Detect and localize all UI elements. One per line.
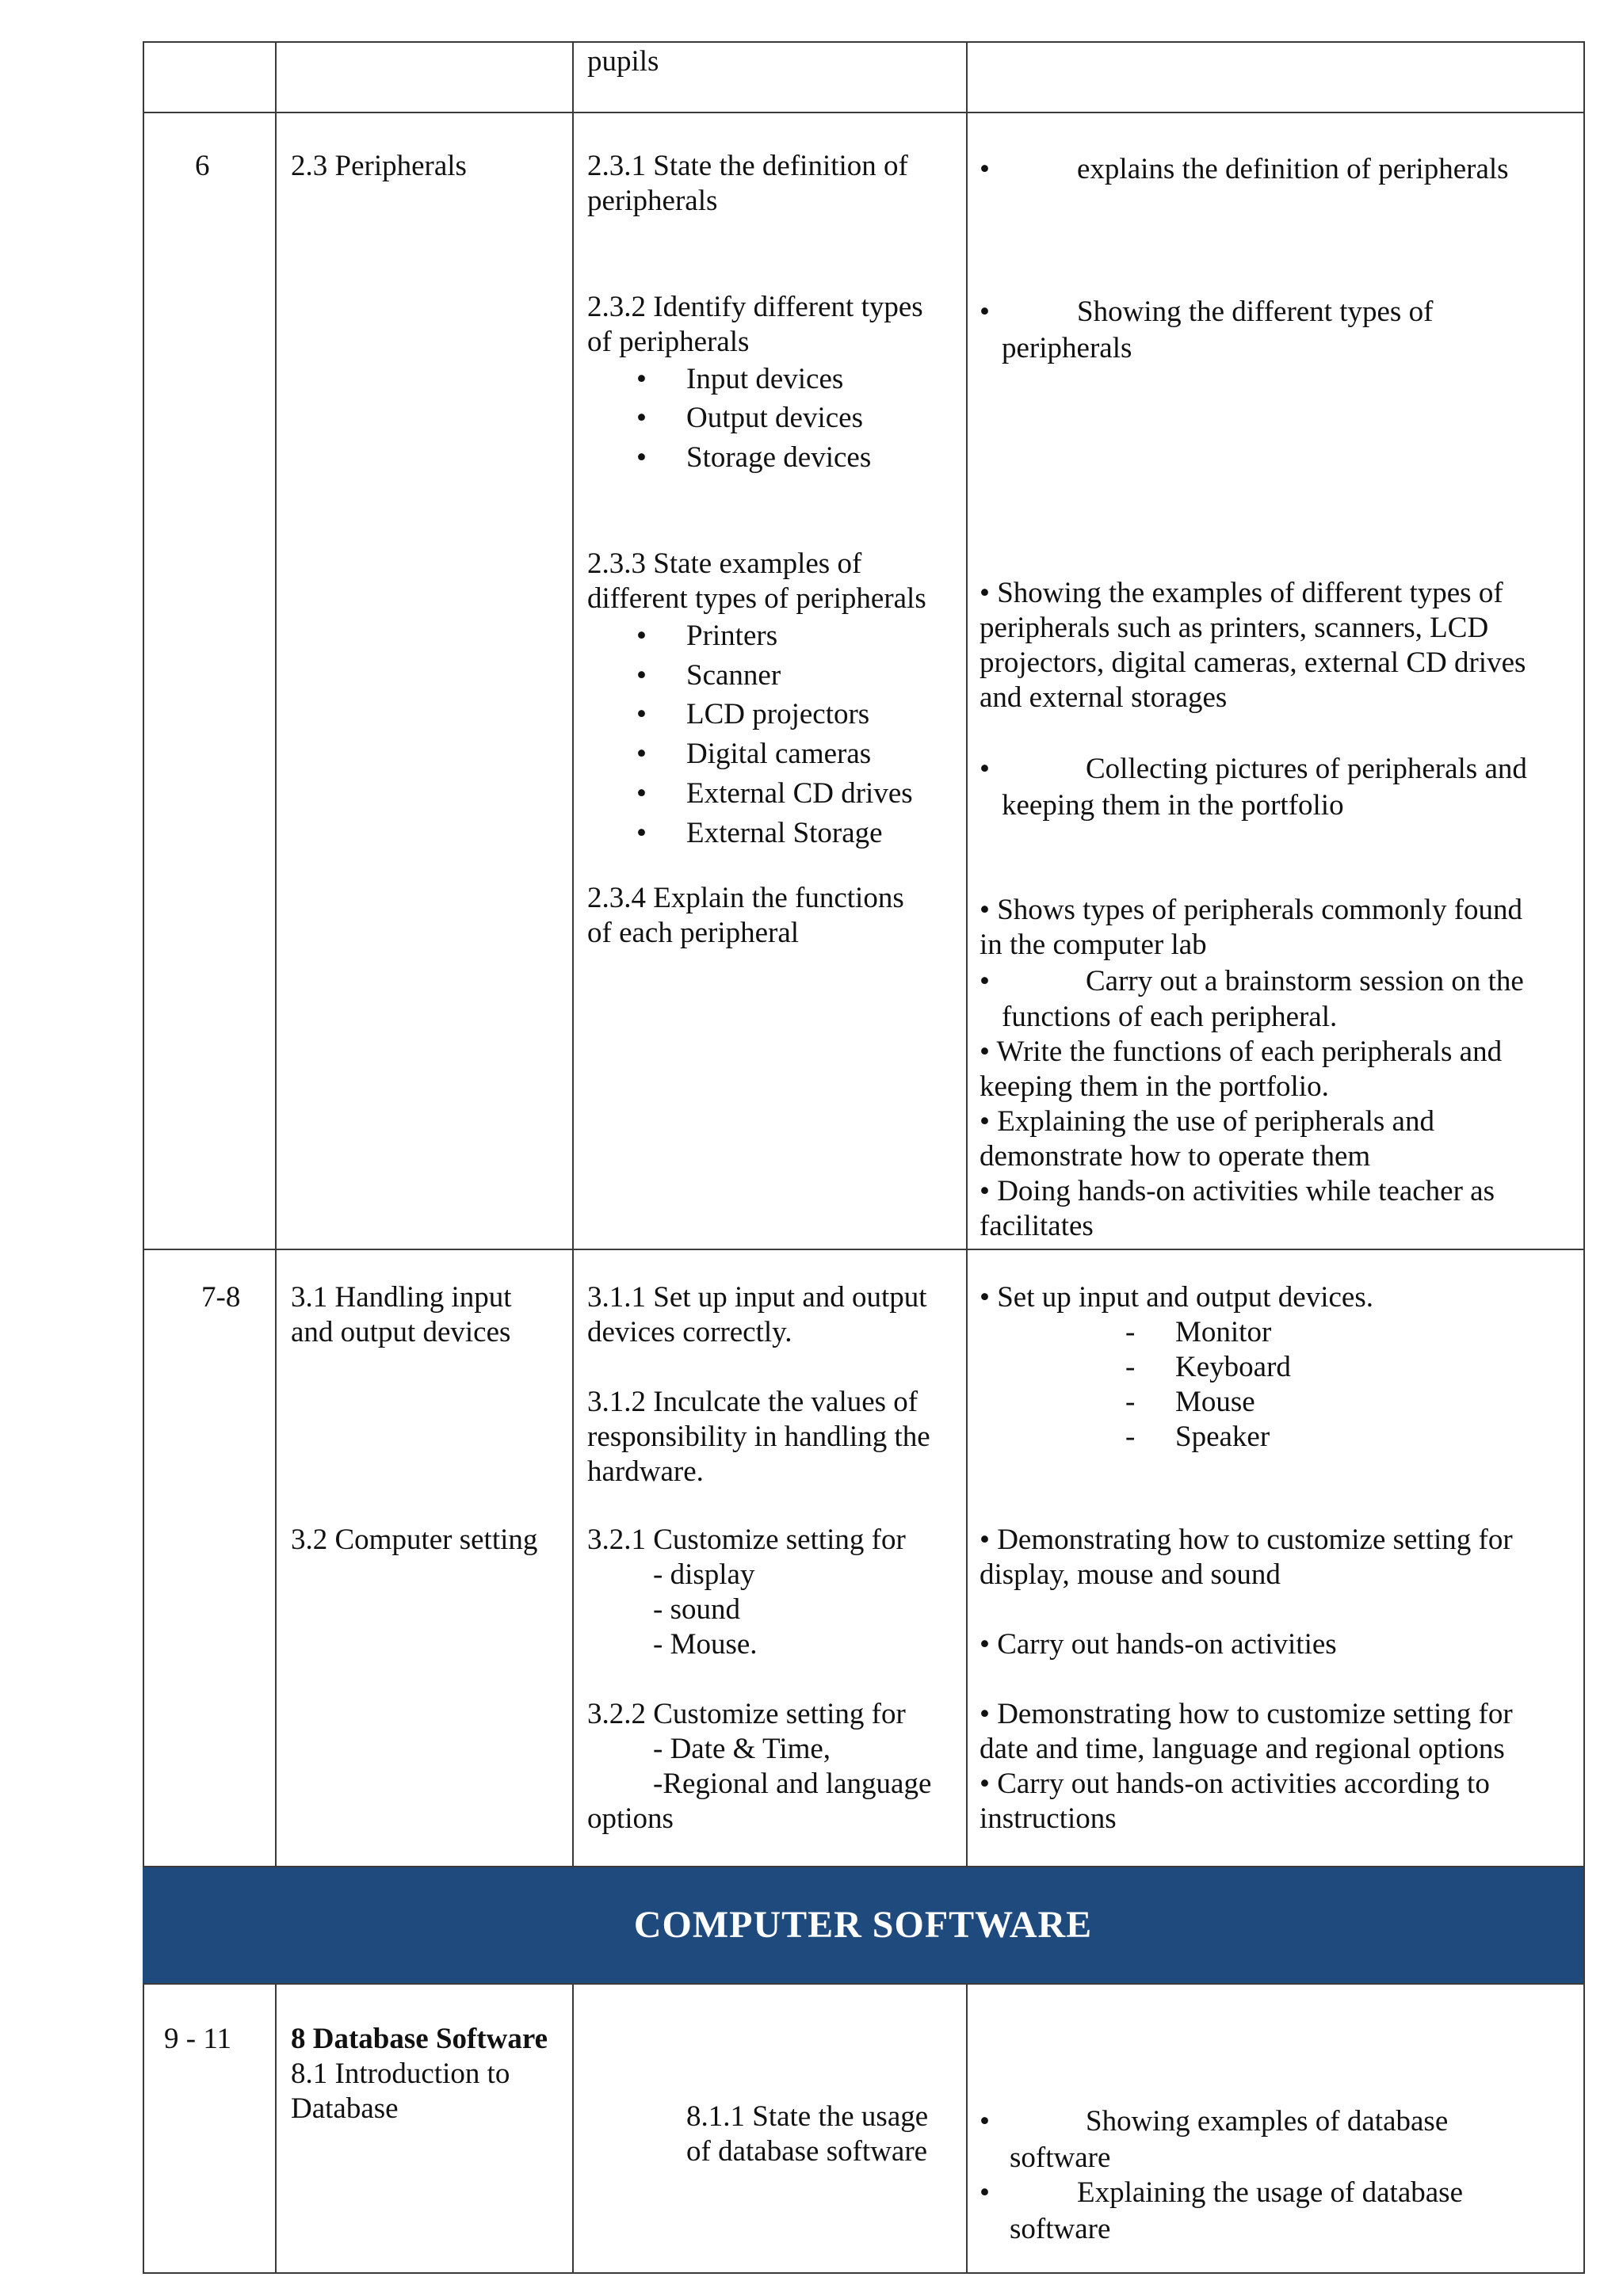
bullet-icon: • <box>980 2176 990 2209</box>
activity-text: demonstrate how to operate them <box>980 1140 1371 1173</box>
learning-outcome-line: hardware. <box>587 1455 704 1488</box>
list-item: Output devices <box>686 402 863 434</box>
learning-outcome-line: 3.2.2 Customize setting for <box>587 1698 906 1730</box>
activity-text: • Explaining the use of peripherals and <box>980 1105 1434 1138</box>
list-item: Input devices <box>686 363 844 395</box>
activity-text: software <box>1010 2142 1111 2174</box>
bullet-icon: • <box>980 153 990 185</box>
learning-outcome-line: devices correctly. <box>587 1316 792 1348</box>
list-item: Monitor <box>1175 1316 1272 1348</box>
dash-marker: - <box>1125 1351 1136 1383</box>
activity-text: keeping them in the portfolio <box>1002 789 1344 822</box>
dash-marker: - <box>1125 1316 1136 1348</box>
bullet-icon: • <box>636 659 647 692</box>
learning-outcome-line: 2.3.4 Explain the functions <box>587 882 904 914</box>
topic-title: 2.3 Peripherals <box>291 150 467 182</box>
column-divider-1 <box>275 41 277 1867</box>
activity-text: functions of each peripheral. <box>1002 1001 1338 1033</box>
topic-title: 3.1 Handling input <box>291 1281 512 1314</box>
learning-outcome-line: 3.1.1 Set up input and output <box>587 1281 927 1314</box>
bullet-icon: • <box>980 296 990 328</box>
learning-outcome-line: 8.1.1 State the usage <box>686 2100 929 2133</box>
list-item: -Regional and language <box>653 1768 932 1800</box>
section-banner <box>143 1867 1583 1983</box>
learning-outcome-line: responsibility in handling the <box>587 1421 930 1453</box>
row-divider-1 <box>143 112 1585 113</box>
list-item: - Mouse. <box>653 1628 758 1661</box>
row-divider-2 <box>143 1249 1585 1250</box>
bullet-icon: • <box>636 777 647 810</box>
bullet-icon: • <box>636 363 647 395</box>
topic-title: 8.1 Introduction to <box>291 2058 510 2090</box>
learning-outcome-line: different types of peripherals <box>587 582 926 615</box>
activity-text: Carry out a brainstorm session on the <box>1086 965 1524 997</box>
activity-text: date and time, language and regional options <box>980 1733 1505 1765</box>
topic-title: 3.2 Computer setting <box>291 1524 538 1556</box>
column-divider-2-lower <box>572 1983 574 2274</box>
learning-outcome-line: 2.3.2 Identify different types <box>587 291 923 323</box>
list-item: Digital cameras <box>686 738 872 770</box>
activity-text: display, mouse and sound <box>980 1558 1281 1591</box>
column-divider-1-lower <box>275 1983 277 2274</box>
bullet-icon: • <box>980 753 990 785</box>
activity-text: facilitates <box>980 1210 1094 1242</box>
table-border-right <box>1583 41 1585 2274</box>
activity-text: software <box>1010 2213 1111 2245</box>
learning-outcome-line: of each peripheral <box>587 917 800 949</box>
learning-outcome-line: options <box>587 1802 674 1835</box>
bullet-icon: • <box>636 738 647 770</box>
activity-text: peripherals <box>1002 332 1132 364</box>
learning-outcome-line: peripherals <box>587 185 718 217</box>
learning-outcome-line: of peripherals <box>587 326 750 358</box>
column-divider-3-lower <box>966 1983 968 2274</box>
learning-outcome-line: 3.2.1 Customize setting for <box>587 1524 906 1556</box>
week-number: 7-8 <box>201 1281 241 1314</box>
list-item: - display <box>653 1558 755 1591</box>
bullet-icon: • <box>636 817 647 849</box>
bullet-icon: • <box>636 698 647 730</box>
list-item: External CD drives <box>686 777 913 810</box>
list-item: Speaker <box>1175 1421 1270 1453</box>
list-item: Scanner <box>686 659 781 692</box>
list-item: Mouse <box>1175 1386 1255 1418</box>
list-item: Keyboard <box>1175 1351 1291 1383</box>
bullet-icon: • <box>636 441 647 474</box>
list-item: - sound <box>653 1593 740 1626</box>
week-number: 9 - 11 <box>164 2023 231 2055</box>
activity-text: • Carry out hands-on activities <box>980 1628 1337 1661</box>
topic-title: Database <box>291 2092 399 2125</box>
bullet-icon: • <box>636 402 647 434</box>
list-item: LCD projectors <box>686 698 870 730</box>
activity-text: • Demonstrating how to customize setting for <box>980 1698 1513 1730</box>
bullet-icon: • <box>980 2105 990 2138</box>
activity-text: • Demonstrating how to customize setting for <box>980 1524 1513 1556</box>
list-item: - Date & Time, <box>653 1733 831 1765</box>
dash-marker: - <box>1125 1386 1136 1418</box>
week-number: 6 <box>195 150 210 182</box>
activity-text: • Showing the examples of different types of <box>980 577 1503 609</box>
activity-text: and external storages <box>980 681 1228 714</box>
activity-text: Collecting pictures of peripherals and <box>1086 753 1527 785</box>
column-divider-2 <box>572 41 574 1867</box>
activity-text: peripherals such as printers, scanners, LCD <box>980 612 1489 644</box>
table-border-top <box>143 41 1585 43</box>
activity-text: • Shows types of peripherals commonly found <box>980 894 1523 926</box>
row-divider-4 <box>143 1983 1585 1985</box>
activity-text: Explaining the usage of database <box>1077 2176 1463 2209</box>
bullet-icon: • <box>636 620 647 652</box>
learning-outcome-line: of database software <box>686 2135 928 2168</box>
topic-title: and output devices <box>291 1316 511 1348</box>
activity-text: explains the definition of peripherals <box>1077 153 1509 185</box>
column-divider-3 <box>966 41 968 1867</box>
unit-title: 8 Database Software <box>291 2023 548 2055</box>
activity-text: • Write the functions of each peripherals and <box>980 1035 1503 1068</box>
activity-text: Showing the different types of <box>1077 296 1434 328</box>
learning-outcome-line: 2.3.3 State examples of <box>587 547 862 580</box>
activity-text: Showing examples of database <box>1086 2105 1449 2138</box>
activity-text: in the computer lab <box>980 929 1207 961</box>
bullet-icon: • <box>980 965 990 997</box>
learning-outcome-line: 2.3.1 State the definition of <box>587 150 908 182</box>
list-item: Printers <box>686 620 778 652</box>
table-border-bottom <box>143 2272 1585 2274</box>
list-item: External Storage <box>686 817 883 849</box>
activity-text: projectors, digital cameras, external CD drives <box>980 646 1526 679</box>
activity-text: • Carry out hands-on activities according to <box>980 1768 1490 1800</box>
continued-text: pupils <box>587 45 659 78</box>
activity-text: keeping them in the portfolio. <box>980 1070 1329 1103</box>
activity-text: • Set up input and output devices. <box>980 1281 1373 1314</box>
section-title: COMPUTER SOFTWARE <box>633 1904 1093 1946</box>
dash-marker: - <box>1125 1421 1136 1453</box>
activity-text: instructions <box>980 1802 1117 1835</box>
list-item: Storage devices <box>686 441 872 474</box>
activity-text: • Doing hands-on activities while teacher as <box>980 1175 1495 1207</box>
learning-outcome-line: 3.1.2 Inculcate the values of <box>587 1386 918 1418</box>
